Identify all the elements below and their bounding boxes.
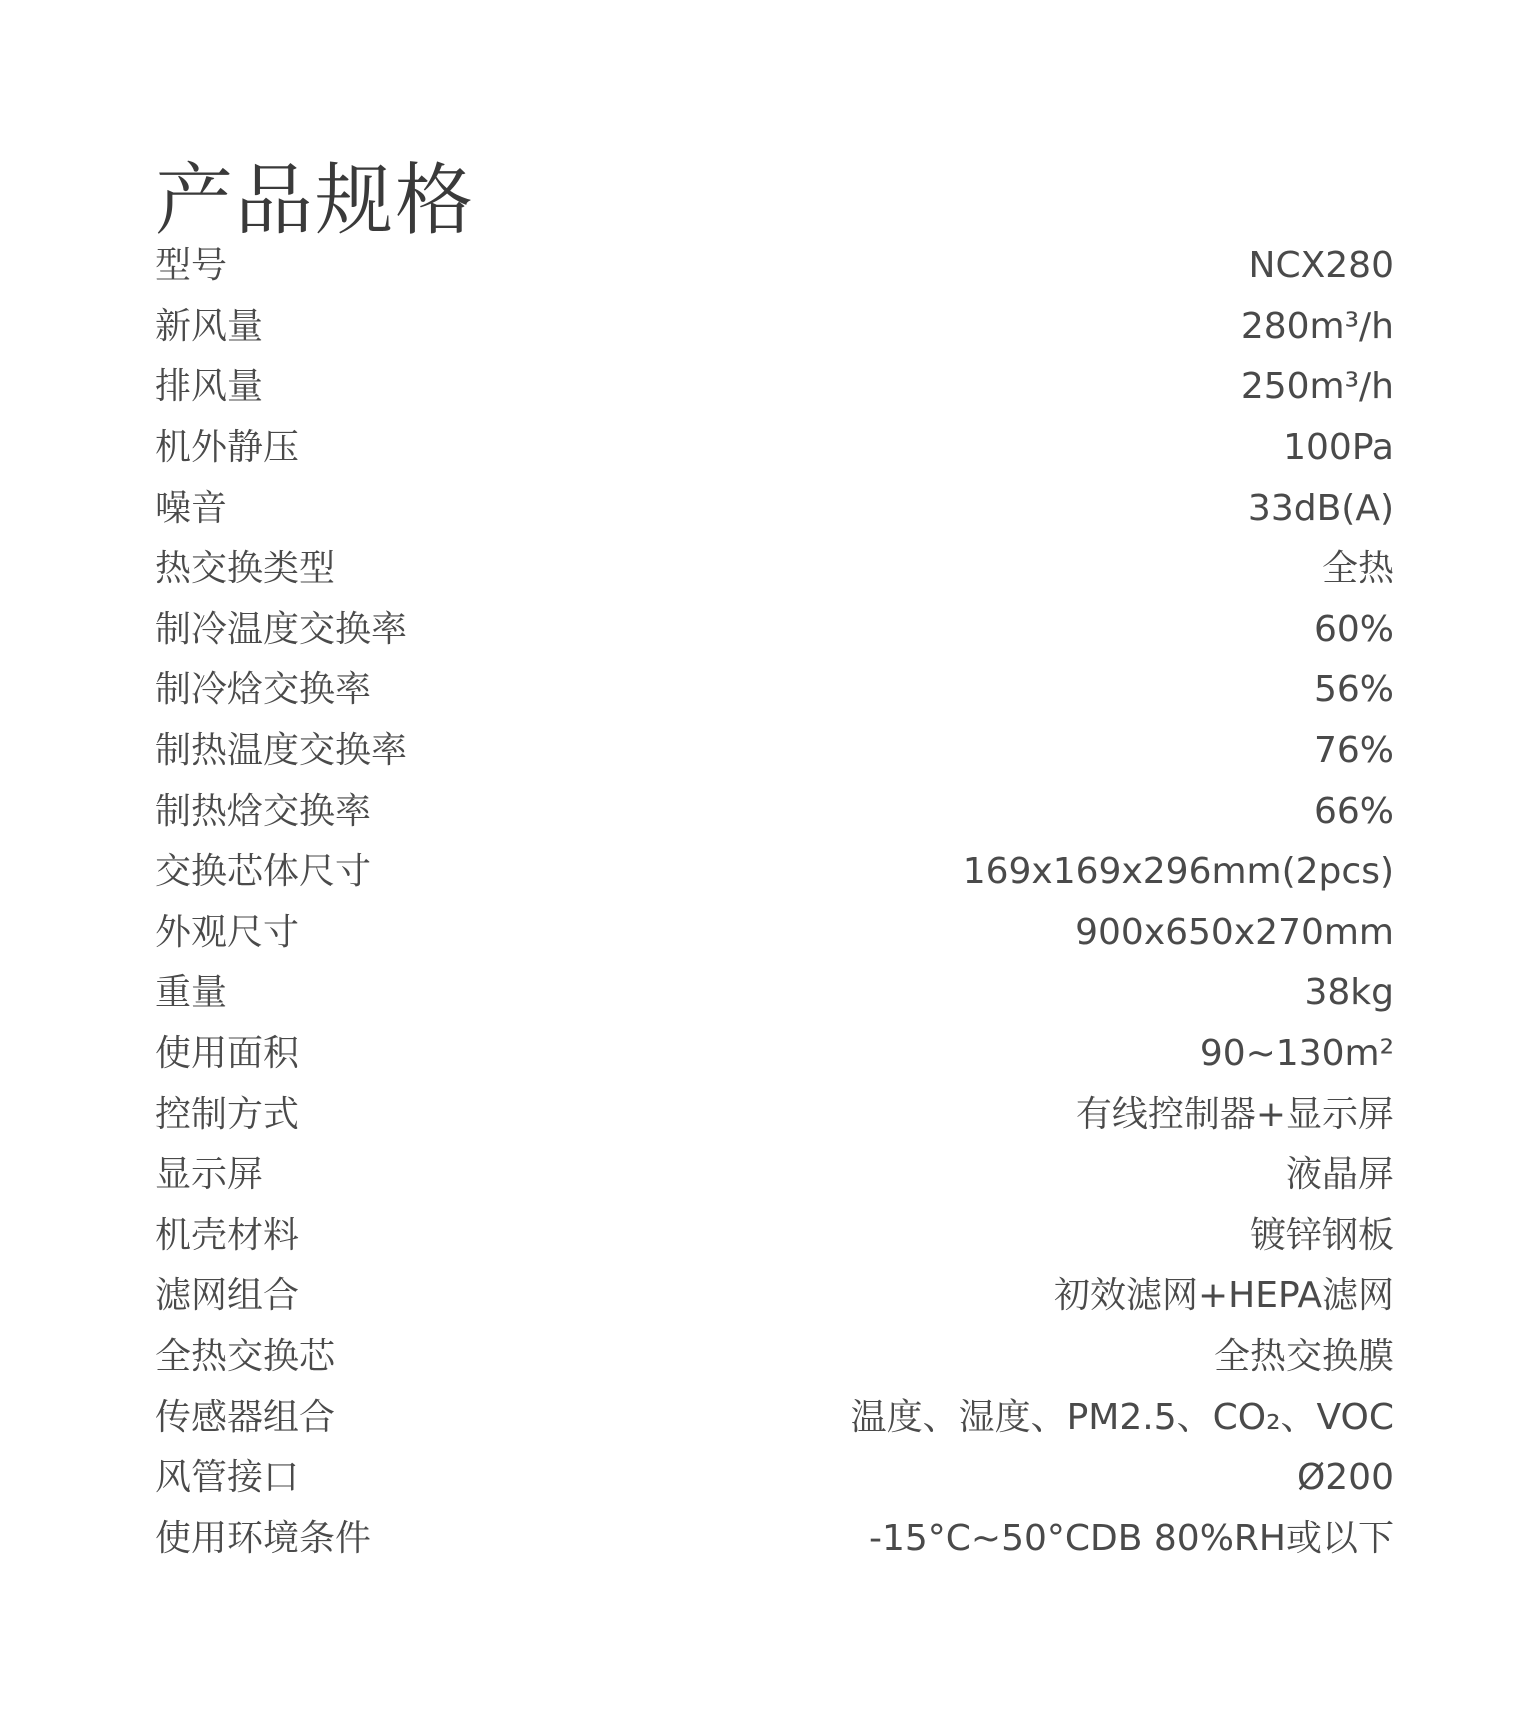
- spec-value: 33dB(A): [1247, 487, 1394, 529]
- spec-value: 全热: [1321, 548, 1394, 590]
- spec-value: 温度、湿度、PM2.5、CO₂、VOC: [850, 1396, 1394, 1438]
- spec-label: 滤网组合: [155, 1275, 300, 1317]
- spec-value: 76%: [1313, 730, 1394, 772]
- spec-label: 排风量: [155, 366, 264, 408]
- spec-value: 900x650x270mm: [1075, 911, 1394, 953]
- spec-label: 风管接口: [155, 1457, 300, 1499]
- spec-label: 外观尺寸: [155, 911, 300, 953]
- spec-label: 机外静压: [155, 427, 300, 469]
- spec-value: NCX280: [1248, 245, 1394, 287]
- spec-row: [155, 1327, 1394, 1388]
- spec-row: [155, 418, 1394, 479]
- spec-value: 90~130m²: [1199, 1033, 1394, 1075]
- spec-label: 制热焓交换率: [155, 790, 372, 832]
- spec-value: Ø200: [1296, 1457, 1394, 1499]
- spec-label: 噪音: [155, 487, 228, 529]
- spec-table: [155, 236, 1394, 1569]
- spec-label: 机壳材料: [155, 1214, 300, 1256]
- spec-row: [155, 1084, 1394, 1145]
- spec-label: 全热交换芯: [155, 1335, 336, 1377]
- page-title: 产品规格: [155, 156, 476, 247]
- spec-label: 型号: [155, 245, 228, 287]
- spec-label: 新风量: [155, 305, 264, 347]
- spec-label: 重量: [155, 972, 228, 1014]
- spec-label: 热交换类型: [155, 548, 336, 590]
- spec-row: [155, 1266, 1394, 1327]
- spec-value: 镀锌钢板: [1249, 1214, 1394, 1256]
- spec-value: 100Pa: [1283, 427, 1394, 469]
- spec-label: 传感器组合: [155, 1396, 336, 1438]
- spec-row: [155, 600, 1394, 661]
- spec-row: [155, 539, 1394, 600]
- spec-value: 169x169x296mm(2pcs): [962, 851, 1394, 893]
- spec-value: 38kg: [1304, 972, 1394, 1014]
- spec-value: 56%: [1313, 669, 1394, 711]
- spec-value: 全热交换膜: [1213, 1335, 1394, 1377]
- spec-value: 60%: [1313, 608, 1394, 650]
- spec-row: [155, 721, 1394, 782]
- spec-value: 初效滤网+HEPA滤网: [1053, 1275, 1394, 1317]
- spec-row: [155, 660, 1394, 721]
- spec-value: 66%: [1313, 790, 1394, 832]
- spec-row: [155, 1145, 1394, 1206]
- spec-row: [155, 478, 1394, 539]
- spec-row: [155, 781, 1394, 842]
- spec-value: 280m³/h: [1240, 305, 1394, 347]
- spec-row: [155, 236, 1394, 297]
- spec-value: 有线控制器+显示屏: [1075, 1093, 1394, 1135]
- spec-label: 制冷温度交换率: [155, 608, 408, 650]
- spec-value: -15°C~50°CDB 80%RH或以下: [868, 1517, 1394, 1559]
- spec-label: 交换芯体尺寸: [155, 851, 372, 893]
- spec-row: [155, 1448, 1394, 1509]
- spec-label: 使用面积: [155, 1033, 300, 1075]
- spec-label: 使用环境条件: [155, 1517, 372, 1559]
- spec-row: [155, 297, 1394, 358]
- spec-row: [155, 1024, 1394, 1085]
- spec-row: [155, 842, 1394, 903]
- spec-label: 制冷焓交换率: [155, 669, 372, 711]
- spec-row: [155, 1387, 1394, 1448]
- spec-label: 制热温度交换率: [155, 730, 408, 772]
- spec-row: [155, 1508, 1394, 1569]
- spec-label: 显示屏: [155, 1154, 264, 1196]
- spec-row: [155, 1206, 1394, 1267]
- spec-value: 液晶屏: [1285, 1154, 1394, 1196]
- spec-row: [155, 903, 1394, 964]
- spec-label: 控制方式: [155, 1093, 300, 1135]
- spec-row: [155, 963, 1394, 1024]
- spec-value: 250m³/h: [1240, 366, 1394, 408]
- spec-row: [155, 357, 1394, 418]
